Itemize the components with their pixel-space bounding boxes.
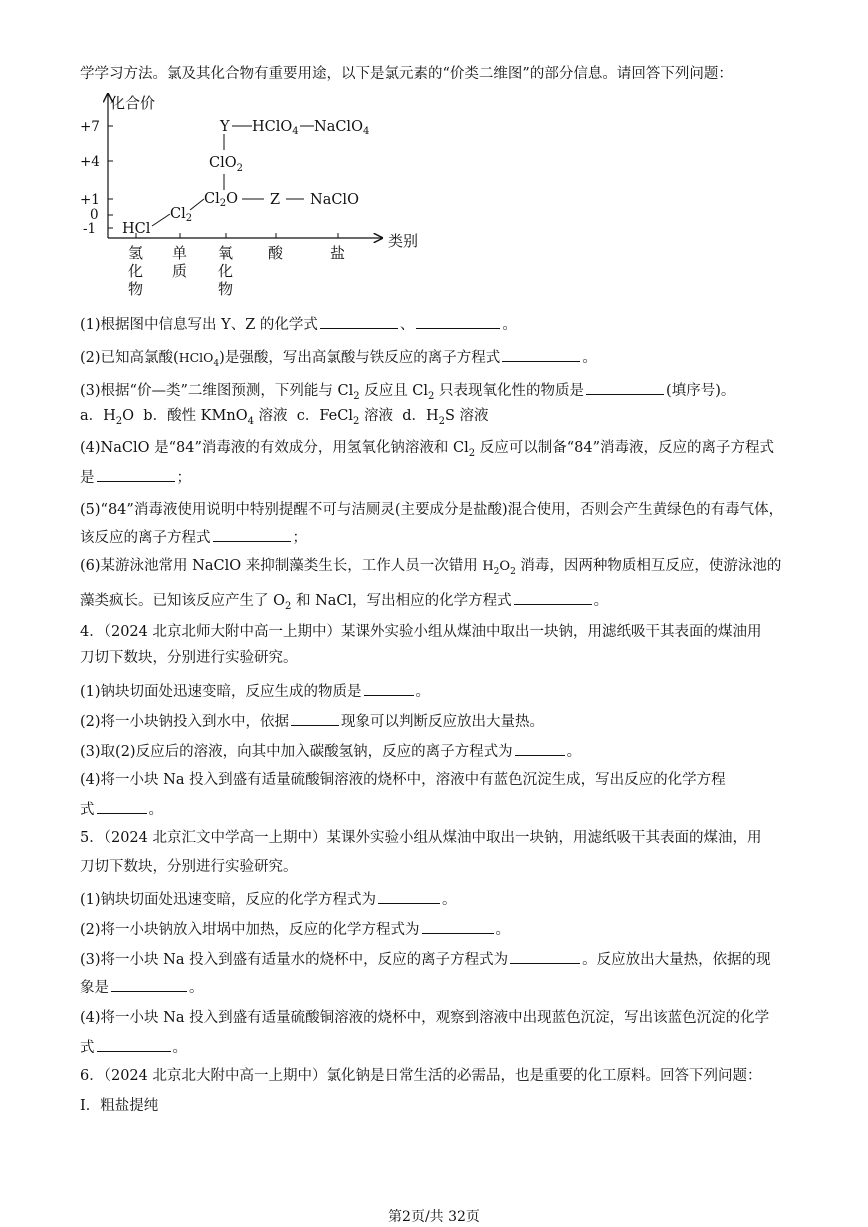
q3-part1: (1)根据图中信息写出 Y、Z 的化学式 、 。 — [80, 313, 517, 335]
q4-part4-line2: 式 。 — [80, 798, 163, 820]
page-number: 第2页/共 32页 — [388, 1209, 480, 1225]
q3-part6-line1: (6)某游泳池常用 NaClO 来抑制藻类生长，工作人员一次错用 $H_2O_2$ 消毒，因两种物质相互反应，使游泳池的 — [80, 558, 782, 577]
answer-blank[interactable] — [213, 526, 291, 542]
option-a: a．$H_2O$ — [80, 408, 135, 427]
y-tick-label: 0 — [90, 207, 99, 223]
answer-blank[interactable] — [97, 1036, 171, 1052]
category-char: 化 — [128, 262, 144, 280]
q3-options — [80, 406, 489, 432]
species — [122, 119, 369, 237]
svg-text:ClO2: ClO$_2$ — [209, 155, 243, 174]
q5-part3-line2: 象是 。 — [80, 976, 204, 998]
y-tick-label: +7 — [80, 119, 100, 135]
svg-text:NaClO4: NaClO$_4$ — [314, 119, 370, 137]
y-tick-label: -1 — [83, 221, 97, 237]
answer-blank[interactable] — [586, 379, 664, 395]
x-category-labels — [128, 244, 345, 298]
answer-blank[interactable] — [97, 798, 147, 814]
species-cl2o: Cl — [204, 191, 220, 207]
svg-text:Cl2: $Cl_2$ — [170, 206, 193, 224]
answer-blank[interactable] — [97, 466, 175, 482]
answer-blank[interactable] — [320, 313, 398, 329]
category-char: 酸 — [268, 244, 284, 262]
answer-blank[interactable] — [422, 918, 494, 934]
category-char: 物 — [218, 280, 234, 298]
option-c: c．FeCl$_2$ 溶液 — [296, 408, 393, 427]
category-char: 盐 — [330, 244, 346, 262]
q5-part1: (1)钠块切面处迅速变暗，反应的化学方程式为 。 — [80, 888, 457, 910]
option-b: b．酸性 KMnO$_4$ 溶液 — [143, 408, 288, 427]
category-char: 物 — [128, 280, 144, 298]
answer-blank[interactable] — [515, 740, 565, 756]
species-y: Y — [220, 119, 230, 135]
x-axis-label: 类别 — [388, 232, 419, 250]
species-naclo4: NaClO — [314, 119, 363, 135]
q3-part4-line1: (4)NaClO 是“84”消毒液的有效成分，用氢氧化钠溶液和 $Cl_2$ 反应可以制备“84”消毒液，反应的离子方程式 — [80, 440, 774, 459]
species-hclo4: HClO — [252, 119, 293, 135]
answer-blank[interactable] — [364, 680, 414, 696]
answer-blank[interactable] — [416, 313, 500, 329]
q4-part3: (3)取(2)反应后的溶液，向其中加入碳酸氢钠，反应的离子方程式为 。 — [80, 740, 581, 762]
q3-part6-line2: 藻类疯长。已知该反应产生了 $O_2$ 和 NaCl，写出相应的化学方程式 。 — [80, 589, 608, 617]
answer-blank[interactable] — [502, 346, 580, 362]
q4-heading-line1: 4．（2024 北京北师大附中高一上期中）某课外实验小组从煤油中取出一块钠，用滤纸吸干其表面的煤油用 — [80, 624, 762, 640]
svg-text:Cl2O: $Cl_2O$ — [204, 191, 238, 209]
q3-part5-line2: 该反应的离子方程式 ； — [80, 526, 307, 548]
category-char: 单 — [172, 244, 188, 262]
answer-blank[interactable] — [378, 888, 440, 904]
q5-part4-line1: (4)将一小块 Na 投入到盛有适量硫酸铜溶液的烧杯中，观察到溶液中出现蓝色沉淀，写出该蓝色沉淀的化学 — [80, 1010, 770, 1026]
q6-subheading: I．粗盐提纯 — [80, 1098, 159, 1114]
svg-text:HClO4: HClO$_4$ — [252, 119, 299, 137]
q5-part4-line2: 式 。 — [80, 1036, 187, 1058]
q4-heading-line2: 刀切下数块，分别进行实验研究。 — [80, 650, 298, 666]
species-clo2: ClO — [209, 155, 237, 171]
y-tick-label: +4 — [80, 154, 100, 170]
answer-blank[interactable] — [510, 948, 580, 964]
q3-part2: (2)已知高氯酸(HClO$_4$)是强酸，写出高氯酸与铁反应的离子方程式 。 — [80, 346, 597, 374]
q6-heading: 6．（2024 北京北大附中高一上期中）氯化钠是日常生活的必需品，也是重要的化工原料。回答下列问题： — [80, 1068, 762, 1084]
q3-part4-line2: 是 ； — [80, 466, 191, 488]
intro-text: 学学习方法。氯及其化合物有重要用途，以下是氯元素的“价类二维图”的部分信息。请回答下列问题： — [80, 66, 733, 82]
q3-part5-line1: (5)“84”消毒液使用说明中特别提醒不可与洁厕灵(主要成分是盐酸)混合使用，否则会产生黄绿色的有毒气体， — [80, 502, 784, 518]
q5-heading-line2: 刀切下数块，分别进行实验研究。 — [80, 859, 298, 875]
category-char: 氢 — [128, 244, 144, 262]
species-naclo: NaClO — [310, 192, 359, 208]
species-hcl: HCl — [122, 221, 151, 237]
q4-part4-line1: (4)将一小块 Na 投入到盛有适量硫酸铜溶液的烧杯中，溶液中有蓝色沉淀生成，写出反应的化学方程 — [80, 772, 726, 788]
species-z: Z — [270, 192, 281, 208]
answer-blank[interactable] — [514, 589, 592, 605]
q5-part2: (2)将一小块钠放入坩埚中加热，反应的化学方程式为 。 — [80, 918, 510, 940]
q5-heading-line1: 5．（2024 北京汇文中学高一上期中）某课外实验小组从煤油中取出一块钠，用滤纸吸干其表面的煤油，用 — [80, 830, 762, 846]
y-tick-label: +1 — [80, 192, 100, 208]
category-char: 化 — [218, 262, 234, 280]
category-char: 氧 — [218, 244, 234, 262]
category-char: 质 — [172, 262, 188, 280]
answer-blank[interactable] — [291, 710, 339, 726]
q4-part2: (2)将一小块钠投入到水中，依据 现象可以判断反应放出大量热。 — [80, 710, 544, 732]
valence-class-diagram — [76, 88, 419, 304]
y-axis-label: 化合价 — [110, 94, 156, 112]
q3-part3: (3)根据“价—类”二维图预测，下列能与 $Cl_2$ 反应且 $Cl_2$ 只表现氧化性的物质是 (填序号)。 — [80, 379, 735, 407]
species-cl2: Cl — [170, 206, 186, 222]
answer-blank[interactable] — [111, 976, 187, 992]
option-d: d．$H_2S$ 溶液 — [402, 408, 489, 427]
q5-part3-line1: (3)将一小块 Na 投入到盛有适量水的烧杯中，反应的离子方程式为 。反应放出大量热，依据的现 — [80, 948, 771, 970]
q4-part1: (1)钠块切面处迅速变暗，反应生成的物质是 。 — [80, 680, 430, 702]
x-ticks — [136, 233, 338, 238]
